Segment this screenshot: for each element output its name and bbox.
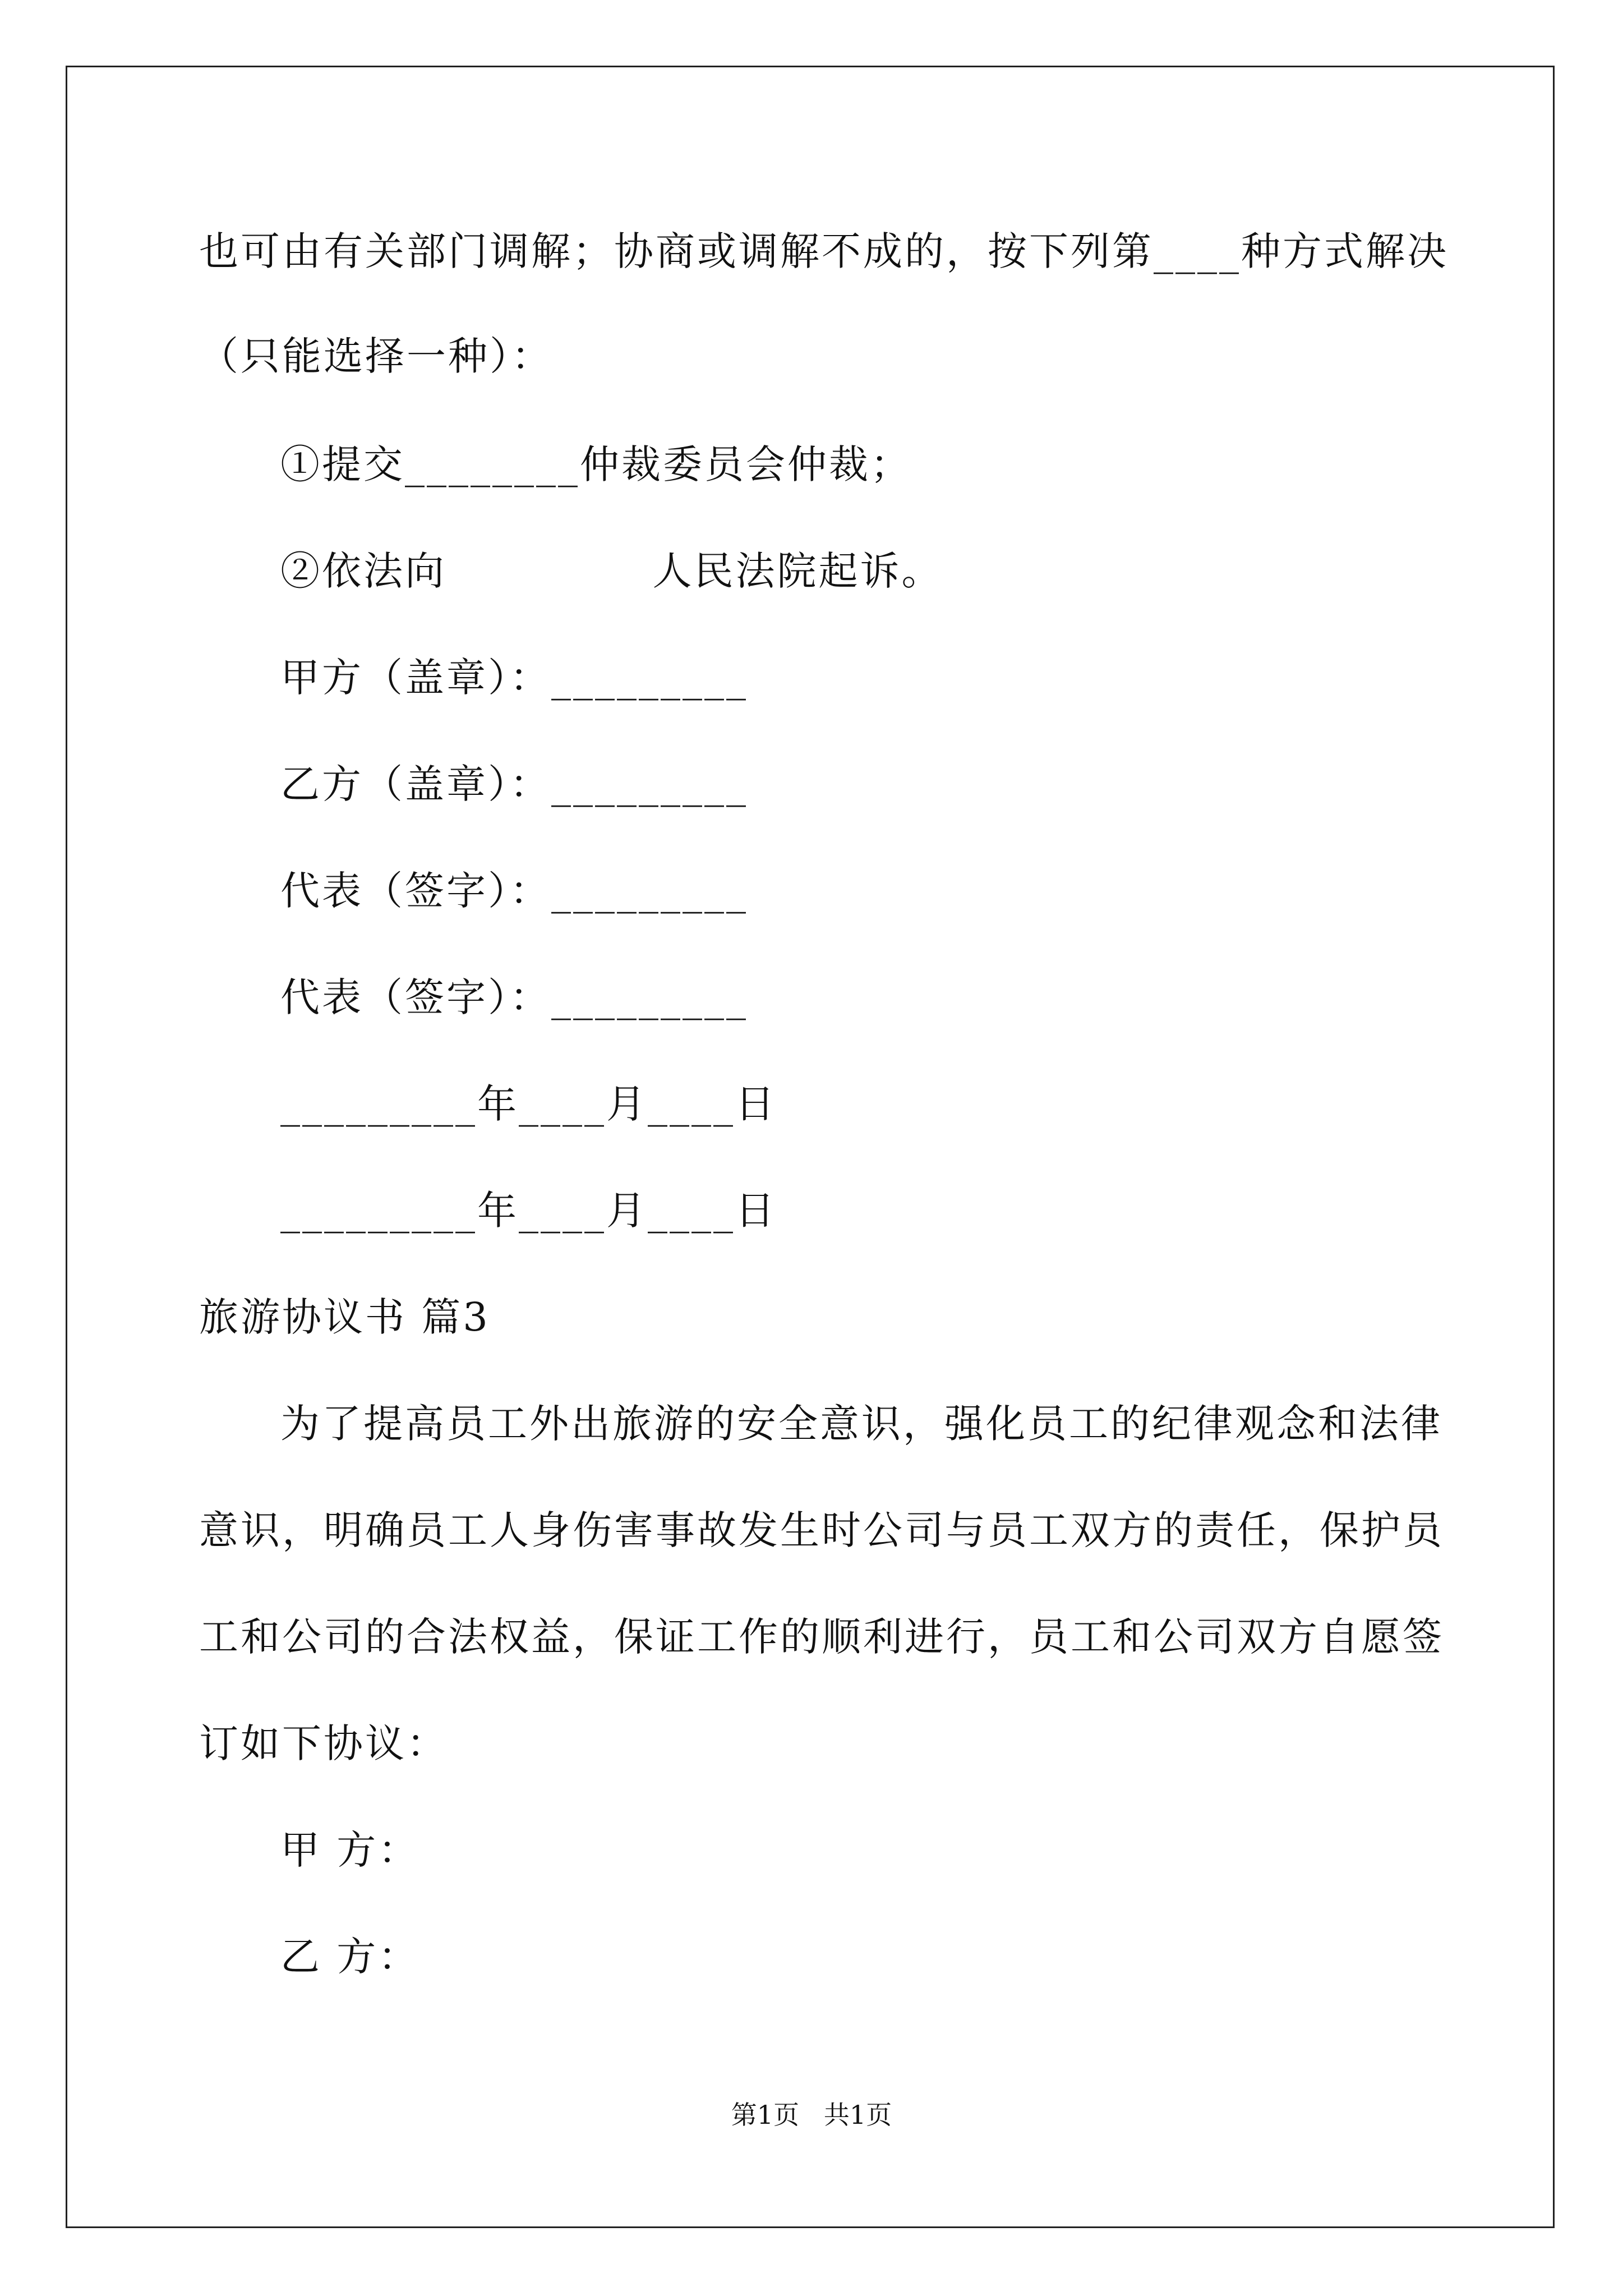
text-line: _________年____月____日 bbox=[280, 1188, 777, 1234]
text-line: 为了提高员工外出旅游的安全意识，强化员工的纪律观念和法律 bbox=[280, 1401, 1442, 1447]
text-line: 乙方（盖章）：_________ bbox=[280, 761, 748, 807]
text-line: 代表（签字）：_________ bbox=[280, 974, 748, 1020]
text-line: 意识，明确员工人身伤害事故发生时公司与员工双方的责任，保护员 bbox=[199, 1507, 1444, 1553]
page-footer: 第1页 共1页 bbox=[731, 2100, 892, 2130]
text-line: ②依法向 人民法院起诉。 bbox=[280, 548, 943, 594]
text-line: 甲 方： bbox=[280, 1827, 420, 1873]
text-line: _________年____月____日 bbox=[280, 1081, 777, 1127]
text-line: （只能选择一种）： bbox=[199, 333, 553, 379]
text-line: 代表（签字）：_________ bbox=[280, 868, 748, 914]
text-line: 甲方（盖章）：_________ bbox=[280, 655, 748, 701]
section-heading: 旅游协议书 篇3 bbox=[199, 1294, 490, 1340]
text-line: 乙 方： bbox=[280, 1934, 420, 1980]
text-line: 订如下协议： bbox=[199, 1720, 448, 1766]
text-line: 工和公司的合法权益，保证工作的顺利进行，员工和公司双方自愿签 bbox=[199, 1614, 1444, 1660]
text-line: 也可由有关部门调解；协商或调解不成的，按下列第____种方式解决 bbox=[199, 228, 1449, 274]
page-border bbox=[66, 66, 1555, 2228]
text-line: ①提交________仲裁委员会仲裁； bbox=[280, 441, 912, 487]
